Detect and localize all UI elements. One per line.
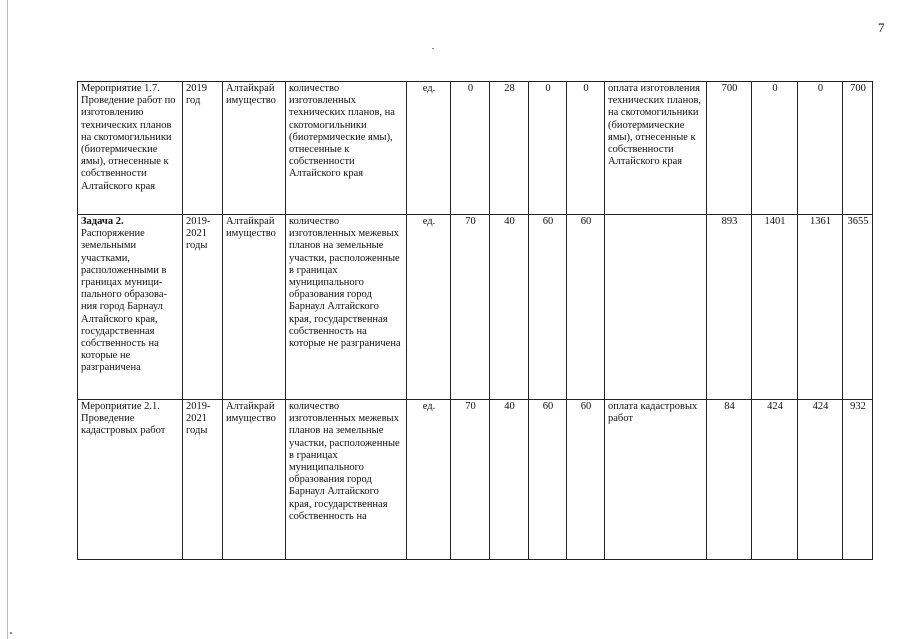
table-row (78, 82, 873, 215)
value-cell: 0 (567, 82, 605, 215)
executor-cell: Алтайкрай имущество (223, 82, 286, 215)
page-number: 7 (878, 20, 885, 35)
unit-cell: ед. (407, 215, 451, 400)
task-title: Задача 2. (81, 216, 124, 227)
value-cell: 70 (451, 215, 490, 400)
value-cell: 60 (529, 215, 567, 400)
unit-cell: ед. (407, 400, 451, 560)
value-cell: 60 (567, 215, 605, 400)
indicator-cell: количество изготовленных технических планов, на скотомогильники (биотермические ямы), отнесенные к собственности Алтайского края (286, 82, 407, 215)
finance-cell: 700 (843, 82, 873, 215)
measure-text: Проведение кадастровых работ (81, 413, 166, 437)
measure-text: Распоряжение земельными участками, расположенными в границах муници-пального образова-ния город Барнаул Алтайского края, государственная собственность на которые не разграничена (81, 228, 168, 374)
period-cell: 2019-2021 годы (183, 215, 223, 400)
expense-cell: оплата изготовления технических планов, на скотомогильники (биотермические ямы), отнесенные к собственности Алтайского края (605, 82, 707, 215)
value-cell: 0 (451, 82, 490, 215)
scan-dot (10, 632, 12, 634)
scan-dot (432, 48, 434, 49)
finance-cell: 932 (843, 400, 873, 560)
unit-cell: ед. (407, 82, 451, 215)
value-cell: 60 (567, 400, 605, 560)
expense-cell (605, 215, 707, 400)
indicator-cell: количество изготовленных межевых планов на земельные участки, расположенные в границах муниципального образования город Барнаул Алтайского края, государственная собственность на которые не разграничена (286, 215, 407, 400)
finance-cell: 1401 (752, 215, 798, 400)
value-cell: 28 (490, 82, 529, 215)
finance-cell: 0 (752, 82, 798, 215)
page-left-edge (7, 0, 8, 639)
value-cell: 40 (490, 400, 529, 560)
expense-cell: оплата кадастровых работ (605, 400, 707, 560)
value-cell: 0 (529, 82, 567, 215)
finance-cell: 84 (707, 400, 752, 560)
program-table (77, 81, 873, 560)
finance-cell: 424 (798, 400, 843, 560)
finance-cell: 893 (707, 215, 752, 400)
period-cell: 2019-2021 годы (183, 400, 223, 560)
finance-cell: 700 (707, 82, 752, 215)
value-cell: 70 (451, 400, 490, 560)
table-row (78, 400, 873, 560)
value-cell: 60 (529, 400, 567, 560)
value-cell: 40 (490, 215, 529, 400)
measure-title: Мероприятие 2.1. (81, 401, 160, 412)
measure-text: Проведение работ по изготовлению технических планов на скотомогильники (биотермические ямы), отнесенные к собственности Алтайского края (81, 95, 176, 192)
measure-cell (78, 400, 183, 560)
finance-cell: 424 (752, 400, 798, 560)
period-cell: 2019 год (183, 82, 223, 215)
indicator-cell: количество изготовленных межевых планов на земельные участки, расположенные в границах муниципального образования город Барнаул Алтайского края, государственная собственность на (286, 400, 407, 560)
executor-cell: Алтайкрай имущество (223, 215, 286, 400)
finance-cell: 3655 (843, 215, 873, 400)
measure-title: Мероприятие 1.7. (81, 83, 160, 94)
table-row (78, 215, 873, 400)
measure-cell (78, 82, 183, 215)
finance-cell: 0 (798, 82, 843, 215)
measure-cell (78, 215, 183, 400)
executor-cell: Алтайкрай имущество (223, 400, 286, 560)
finance-cell: 1361 (798, 215, 843, 400)
